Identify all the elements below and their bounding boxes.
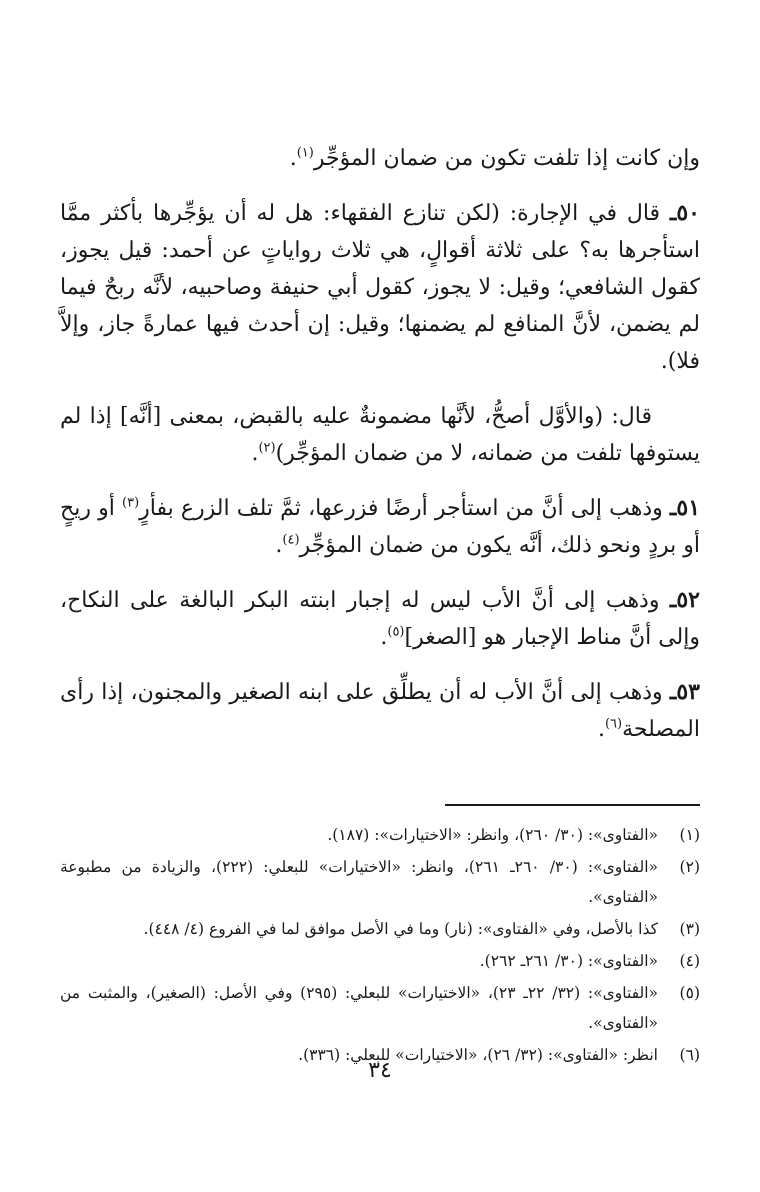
paragraph-number: ٥٣ـ xyxy=(669,679,700,705)
footnote-text: «الفتاوى»: (٣٠/ ٢٦٠ـ ٢٦١)، وانظر: «الاختيارات» للبعلي: (٢٢٢)، والزيادة من مطبوعة «الفتاوى». xyxy=(60,858,659,906)
footnote-ref[interactable]: (٢) xyxy=(258,440,276,456)
paragraph-50: ٥٠ـ قال في الإجارة: (لكن تنازع الفقهاء: هل له أن يؤجِّرها بأكثر ممَّا استأجرها به؟ على ثلاثة أقوالٍ، هي ثلاث رواياتٍ عن أحمد: قيل يجوز، كقول الشافعي؛ وقيل: لا يجوز، كقول أبي حنيفة وصاحبيه، لأنَّه ربحٌ فيما لم يضمن، لأنَّ المنافع لم يضمنها؛ وقيل: إن أحدث فيها عمارةً جاز، وإلاَّ فلا). xyxy=(60,200,701,374)
main-text xyxy=(60,140,700,766)
footnote-ref[interactable]: (٤) xyxy=(282,532,300,548)
footnote-marker: (١) xyxy=(679,826,700,844)
footnote-marker: (٣) xyxy=(679,920,700,938)
footnote-item xyxy=(60,852,700,912)
footnotes xyxy=(60,820,700,1072)
footnote-item xyxy=(60,820,700,850)
paragraph-number: ٥٢ـ xyxy=(669,587,700,613)
paragraph-51: ٥١ـ وذهب إلى أنَّ من استأجر أرضًا فزرعها، ثمَّ تلف الزرع بفأرٍ$^{(٣)}$ أو ريحٍ أو بردٍ ونحو ذلك، أنَّه يكون من ضمان المؤجِّر$^{(٤)}$. xyxy=(60,495,701,558)
footnote-item xyxy=(60,914,700,944)
footnote-marker: (٥) xyxy=(679,984,700,1002)
footnote-text: كذا بالأصل، وفي «الفتاوى»: (نار) وما في الأصل موافق لما في الفروع (٤/ ٤٤٨). xyxy=(143,920,658,938)
paragraph-53: ٥٣ـ وذهب إلى أنَّ الأب له أن يطلِّق على ابنه الصغير والمجنون، إذا رأى المصلحة$^{(٦)}$. xyxy=(60,679,700,742)
footnote-item xyxy=(60,978,700,1038)
footnote-item xyxy=(60,946,700,976)
footnote-ref[interactable]: (١) xyxy=(296,145,314,161)
paragraph-50-continued: قال: (والأوَّل أصحُّ، لأنَّها مضمونةٌ عليه بالقبض، بمعنى [أنَّه] إذا لم يستوفها تلفت من ضمانه، لا من ضمان المؤجِّر)$^{(٢)}$. xyxy=(60,404,700,466)
footnote-marker: (٦) xyxy=(679,1046,700,1064)
paragraph-continuation: وإن كانت إذا تلفت تكون من ضمان المؤجِّر$^{(١)}$. xyxy=(289,145,700,171)
footnote-text: «الفتاوى»: (٣٠/ ٢٦١ـ ٢٦٢). xyxy=(479,952,658,970)
paragraph-52: ٥٢ـ وذهب إلى أنَّ الأب ليس له إجبار ابنته البكر البالغة على النكاح، وإلى أنَّ مناط الإجبار هو [الصغر]$^{(٥)}$. xyxy=(60,587,700,650)
page-number: ٣٤ xyxy=(368,1058,392,1083)
footnote-text: «الفتاوى»: (٣٢/ ٢٢ـ ٢٣)، «الاختيارات» للبعلي: (٢٩٥) وفي الأصل: (الصغير)، والمثبت من «الفتاوى». xyxy=(60,984,658,1032)
paragraph-number: ٥٠ـ xyxy=(669,200,700,226)
footnote-text: انظر: «الفتاوى»: (٣٢/ ٢٦)، «الاختيارات» للبعلي: (٣٣٦). xyxy=(298,1046,658,1064)
footnote-marker: (٢) xyxy=(679,858,700,876)
paragraph-number: ٥١ـ xyxy=(669,495,701,521)
footnote-text: «الفتاوى»: (٣٠/ ٢٦٠)، وانظر: «الاختيارات»: (١٨٧). xyxy=(327,826,658,844)
footnote-separator xyxy=(445,804,700,806)
footnote-ref[interactable]: (٥) xyxy=(387,624,405,640)
footnote-marker: (٤) xyxy=(679,952,700,970)
footnote-ref[interactable]: (٣) xyxy=(122,495,140,511)
footnote-ref[interactable]: (٦) xyxy=(604,716,623,732)
